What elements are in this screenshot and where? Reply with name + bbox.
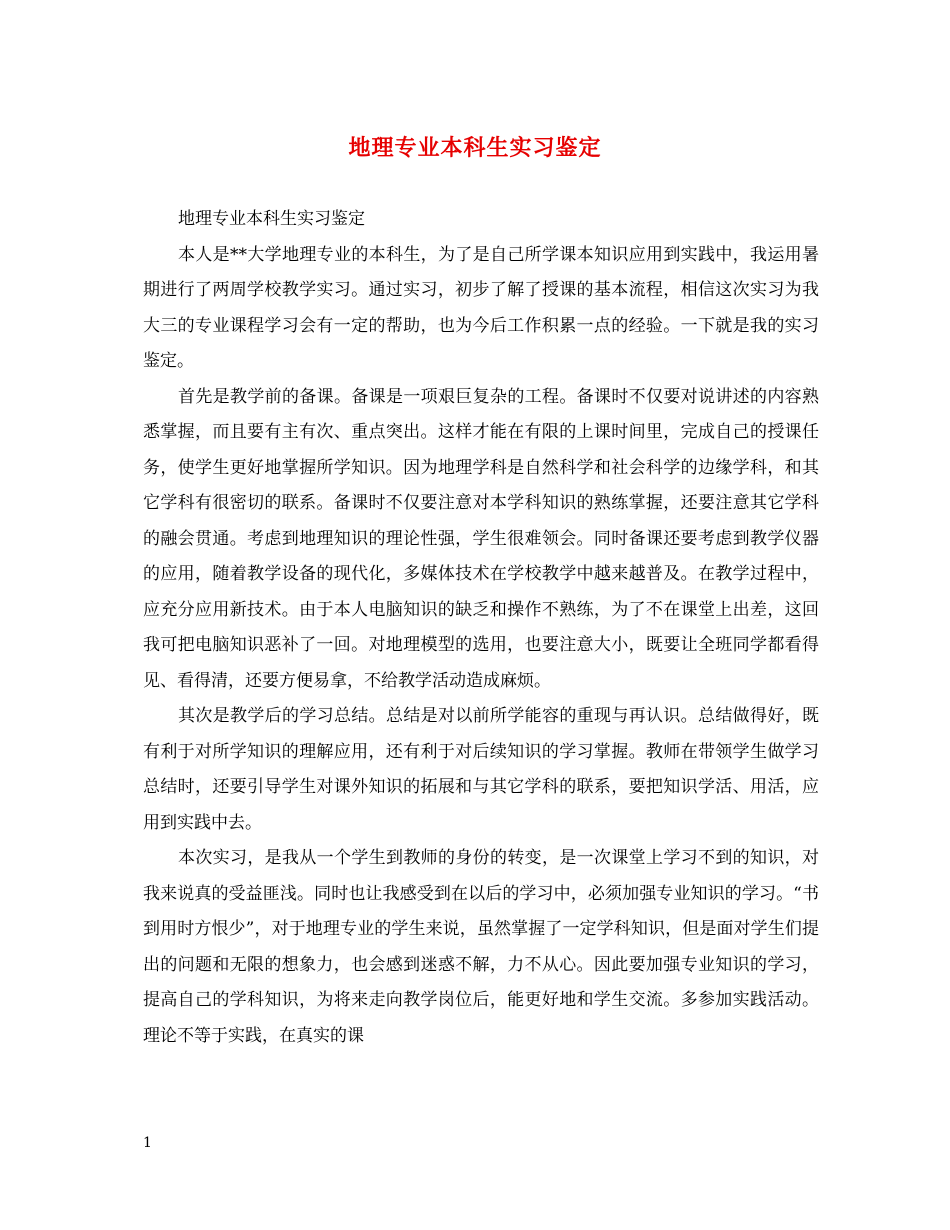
paragraph-reflection: 本次实习，是我从一个学生到教师的身份的转变，是一次课堂上学习不到的知识，对我来说真的受益匪浅。同时也让我感受到在以后的学习中，必须加强专业知识的学习。“书到用时方恨少”，对于地理专业的学生来说，虽然掌握了一定学科知识，但是面对学生们提出的问题和无限的想象力，也会感到迷惑不解，力不从心。因此要加强专业知识的学习，提高自己的学科知识，为将来走向教学岗位后，能更好地和学生交流。多参加实践活动。理论不等于实践，在真实的课 [143,848,819,1046]
paragraph-heading: 地理专业本科生实习鉴定 [178,209,365,229]
document-body [143,202,819,1054]
document-title: 地理专业本科生实习鉴定 [348,135,602,161]
paragraph-intro: 本人是**大学地理专业的本科生，为了是自己所学课本知识应用到实践中，我运用暑期进行了两周学校教学实习。通过实习，初步了解了授课的基本流程，相信这次实习为我大三的专业课程学习会有一定的帮助，也为今后工作积累一点的经验。一下就是我的实习鉴定。 [143,244,819,371]
paragraph-summary: 其次是教学后的学习总结。总结是对以前所学能容的重现与再认识。总结做得好，既有利于对所学知识的理解应用，还有利于对后续知识的学习掌握。教师在带领学生做学习总结时，还要引导学生对课外知识的拓展和与其它学科的联系，要把知识学活、用活，应用到实践中去。 [143,706,819,833]
paragraph-preparation: 首先是教学前的备课。备课是一项艰巨复杂的工程。备课时不仅要对说讲述的内容熟悉掌握，而且要有主有次、重点突出。这样才能在有限的上课时间里，完成自己的授课任务，使学生更好地掌握所学知识。因为地理学科是自然科学和社会科学的边缘学科，和其它学科有很密切的联系。备课时不仅要注意对本学科知识的熟练掌握，还要注意其它学科的融会贯通。考虑到地理知识的理论性强，学生很难领会。同时备课还要考虑到教学仪器的应用，随着教学设备的现代化，多媒体技术在学校教学中越来越普及。在教学过程中，应充分应用新技术。由于本人电脑知识的缺乏和操作不熟练，为了不在课堂上出差，这回我可把电脑知识恶补了一回。对地理模型的选用，也要注意大小，既要让全班同学都看得见、看得清，还要方便易拿，不给教学活动造成麻烦。 [143,386,819,691]
page-number: 1 [143,1135,152,1151]
